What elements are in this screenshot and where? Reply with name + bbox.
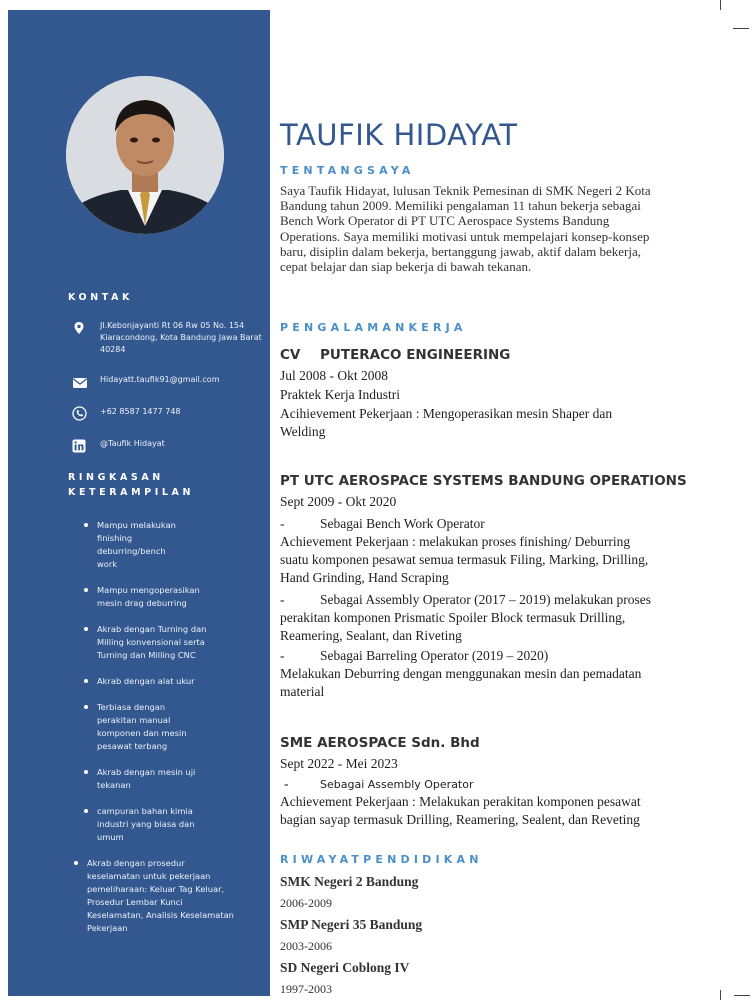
skill-item: Mampu melakukan finishing deburring/bench work xyxy=(80,519,187,571)
school-name: SMK Negeri 2 Bandung xyxy=(280,874,419,889)
job3-role xyxy=(280,775,474,794)
job2-role3 xyxy=(280,647,548,665)
crop-mark xyxy=(720,0,721,10)
job2-achievement1: Achievement Pekerjaan : melakukan proses finishing/ Deburring suatu komponen pesawat semua termasuk Filing, Marking, Drilling, Hand Grinding, Hand Scraping xyxy=(280,534,649,586)
job1-role: Praktek Kerja Industri xyxy=(280,387,400,402)
skills-list xyxy=(80,519,262,948)
phone-text[interactable]: +62 8587 1477 748 xyxy=(100,407,181,416)
job2-role1 xyxy=(280,515,485,533)
skill-item: Terbiasa dengan perakitan manual komponen dan mesin pesawat terbang xyxy=(80,701,189,753)
crop-mark xyxy=(720,990,721,1000)
profile-photo xyxy=(66,76,224,234)
school-years: 1997-2003 xyxy=(280,982,332,996)
skill-item: Akrab dengan prosedur keselamatan untuk pekerjaan pemeliharaan: Keluar Tag Keluar, Prosedur Lembar Kunci Keselamatan, Analisis Keselamatan Pekerjaan xyxy=(70,857,237,935)
skills-heading-1: RINGKASAN xyxy=(68,472,164,483)
school-years: 2003-2006 xyxy=(280,939,332,953)
school-name: SD Negeri Coblong IV xyxy=(280,960,410,975)
dash: - xyxy=(284,776,289,791)
job2-role2 xyxy=(280,591,670,646)
job1-period: Jul 2008 - Okt 2008 xyxy=(280,368,388,383)
email-text[interactable]: Hidayatt.taufik91@gmail.com xyxy=(100,375,220,384)
job3-company: SME AEROSPACE Sdn. Bhd xyxy=(280,735,480,751)
job2-achievement3: Melakukan Deburring dengan menggunakan mesin dan pemadatan material xyxy=(280,666,642,700)
about-text: Saya Taufik Hidayat, lulusan Teknik Pemesinan di SMK Negeri 2 Kota Bandung tahun 2009. Memiliki pengalaman 11 tahun bekerja sebagai Bench Work Operator di PT UTC Aerospace Systems Bandung Operations. Saya memiliki motivasi untuk mempelajari konsep-konsep baru, disiplin dalam bekerja, bertanggung jawab, aktif dalam bekerja, cepat belajar dan siap bekerja di bawah tekanan. xyxy=(280,183,651,275)
school-name: SMP Negeri 35 Bandung xyxy=(280,917,423,932)
job1-company-name: PUTERACO ENGINEERING xyxy=(320,347,511,363)
job3-period: Sept 2022 - Mei 2023 xyxy=(280,756,398,771)
address-text: Jl.Kebonjayanti Rt 06 Rw 05 No. 154 Kiaracondong, Kota Bandung Jawa Barat 40284 xyxy=(100,321,262,354)
mail-icon xyxy=(72,374,90,388)
about-heading: TENTANGSAYA xyxy=(280,164,415,177)
phone-icon xyxy=(72,406,90,420)
contact-address xyxy=(72,320,262,356)
skill-item: Akrab dengan Turning dan Milling konvensional serta Turning dan Milling CNC xyxy=(80,623,217,662)
sidebar xyxy=(8,10,270,996)
job2-role2-text: Sebagai Assembly Operator (2017 – 2019) melakukan proses perakitan komponen Prismatic Spoiler Block termasuk Drilling, Reamering, Sealant, dan Riveting xyxy=(280,592,652,644)
job1-company xyxy=(280,347,510,363)
contact-linkedin[interactable] xyxy=(72,438,262,452)
dash: - xyxy=(280,592,285,607)
skill-item: Mampu mengoperasikan mesin drag deburring xyxy=(80,584,207,610)
education-heading: RIWAYATPENDIDIKAN xyxy=(280,853,483,866)
skills-heading-2: KETERAMPILAN xyxy=(68,487,194,498)
job2-role3-text: Sebagai Barreling Operator (2019 – 2020) xyxy=(320,648,549,663)
job3-role-text: Sebagai Assembly Operator xyxy=(320,778,474,791)
skill-item: campuran bahan kimia industri yang biasa dan umum xyxy=(80,805,195,844)
job2-role1-text: Sebagai Bench Work Operator xyxy=(320,516,485,531)
school-years: 2006-2009 xyxy=(280,896,332,910)
job3-achievement: Achievement Pekerjaan : Melakukan perakitan komponen pesawat bagian sayap termasuk Drilling, Reamering, Sealent, dan Reveting xyxy=(280,794,641,828)
contact-heading: KONTAK xyxy=(68,292,134,303)
contact-phone[interactable] xyxy=(72,406,262,420)
experience-heading: PENGALAMANKERJA xyxy=(280,321,467,334)
crop-mark xyxy=(734,995,750,996)
dash: - xyxy=(280,648,285,663)
linkedin-icon xyxy=(72,438,90,452)
job2-period: Sept 2009 - Okt 2020 xyxy=(280,494,397,509)
skill-item: Akrab dengan alat ukur xyxy=(80,675,262,688)
linkedin-text[interactable]: @Taufik Hidayat xyxy=(100,439,165,448)
job2-company: PT UTC AEROSPACE SYSTEMS BANDUNG OPERATIONS xyxy=(280,473,687,489)
location-pin-icon xyxy=(72,320,90,334)
skill-item: Akrab dengan mesin uji tekanan xyxy=(80,766,197,792)
job1-prefix: CV xyxy=(280,347,301,363)
crop-mark xyxy=(733,28,749,29)
job1-achievement: Acihievement Pekerjaan : Mengoperasikan mesin Shaper dan Welding xyxy=(280,406,613,440)
contact-email[interactable] xyxy=(72,374,262,388)
person-name: TAUFIK HIDAYAT xyxy=(280,118,518,152)
dash: - xyxy=(280,516,285,531)
